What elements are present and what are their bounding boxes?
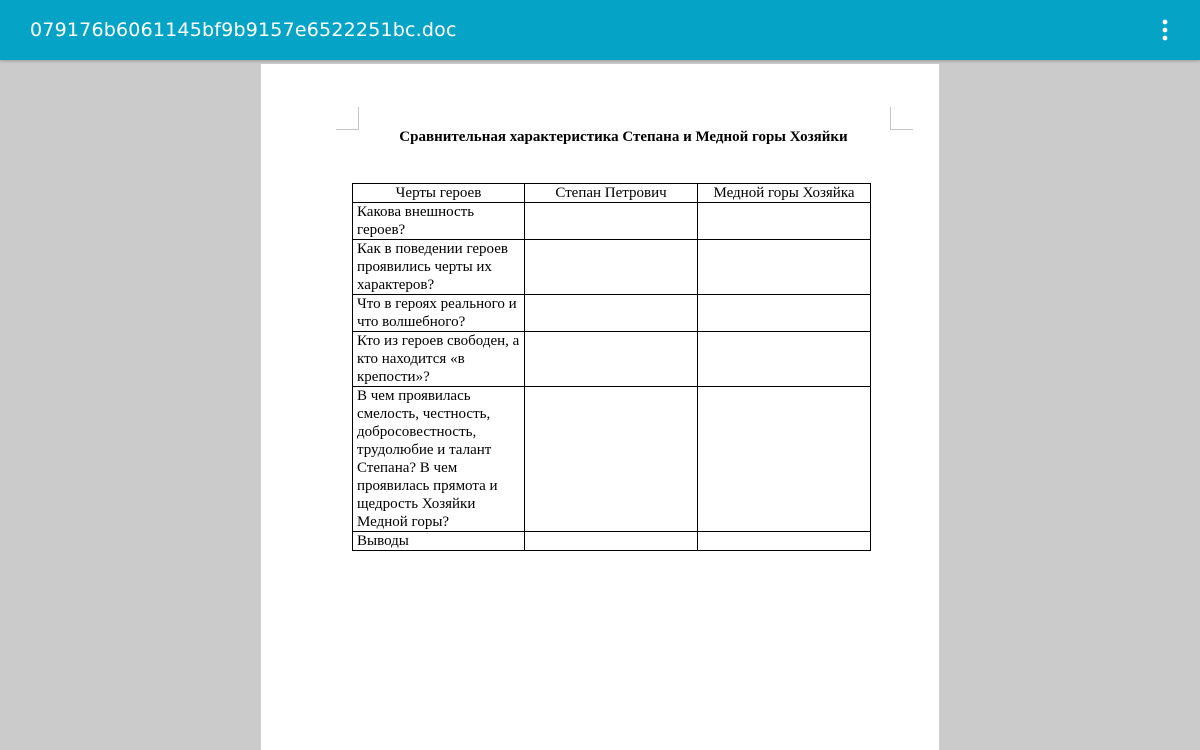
table-header-row: [353, 184, 871, 203]
table-cell: [525, 332, 698, 387]
document-filename: 079176b6061145bf9b9157e6522251bc.doc: [30, 19, 457, 41]
table-cell: [698, 387, 871, 532]
row-label-cell: Выводы: [353, 532, 525, 551]
table-row: [353, 387, 871, 532]
table-row: [353, 332, 871, 387]
table-row: [353, 295, 871, 332]
table-row: [353, 203, 871, 240]
table-cell: [698, 240, 871, 295]
table-cell: [698, 332, 871, 387]
table-cell: [525, 532, 698, 551]
header-cell: Черты героев: [353, 184, 525, 203]
more-vertical-icon: [1162, 19, 1168, 41]
header-cell: Степан Петрович: [525, 184, 698, 203]
header-cell: Медной горы Хозяйка: [698, 184, 871, 203]
row-label-cell: Как в поведении героев проявились черты их характеров?: [353, 240, 525, 295]
comparison-table: [352, 183, 871, 551]
table-cell: [698, 295, 871, 332]
document-title: Сравнительная характеристика Степана и Медной горы Хозяйки: [399, 129, 848, 145]
overflow-menu-button[interactable]: [1150, 14, 1180, 46]
app-bar: [0, 0, 1200, 60]
row-label-cell: Что в героях реального и что волшебного?: [353, 295, 525, 332]
table-cell: [698, 203, 871, 240]
row-label-cell: В чем проявилась смелость, честность, добросовестность, трудолюбие и талант Степана? В чем проявилась прямота и щедрость Хозяйки Медной горы?: [353, 387, 525, 532]
table-row: [353, 532, 871, 551]
row-label-cell: Кто из героев свободен, а кто находится «в крепости»?: [353, 332, 525, 387]
table-cell: [525, 240, 698, 295]
document-page: [261, 64, 939, 750]
document-viewport[interactable]: [0, 60, 1200, 750]
crop-mark-top-left: [336, 107, 359, 130]
crop-mark-top-right: [890, 107, 913, 130]
table-cell: [698, 532, 871, 551]
table-cell: [525, 295, 698, 332]
row-label-cell: Какова внешность героев?: [353, 203, 525, 240]
table-cell: [525, 387, 698, 532]
table-cell: [525, 203, 698, 240]
table-row: [353, 240, 871, 295]
